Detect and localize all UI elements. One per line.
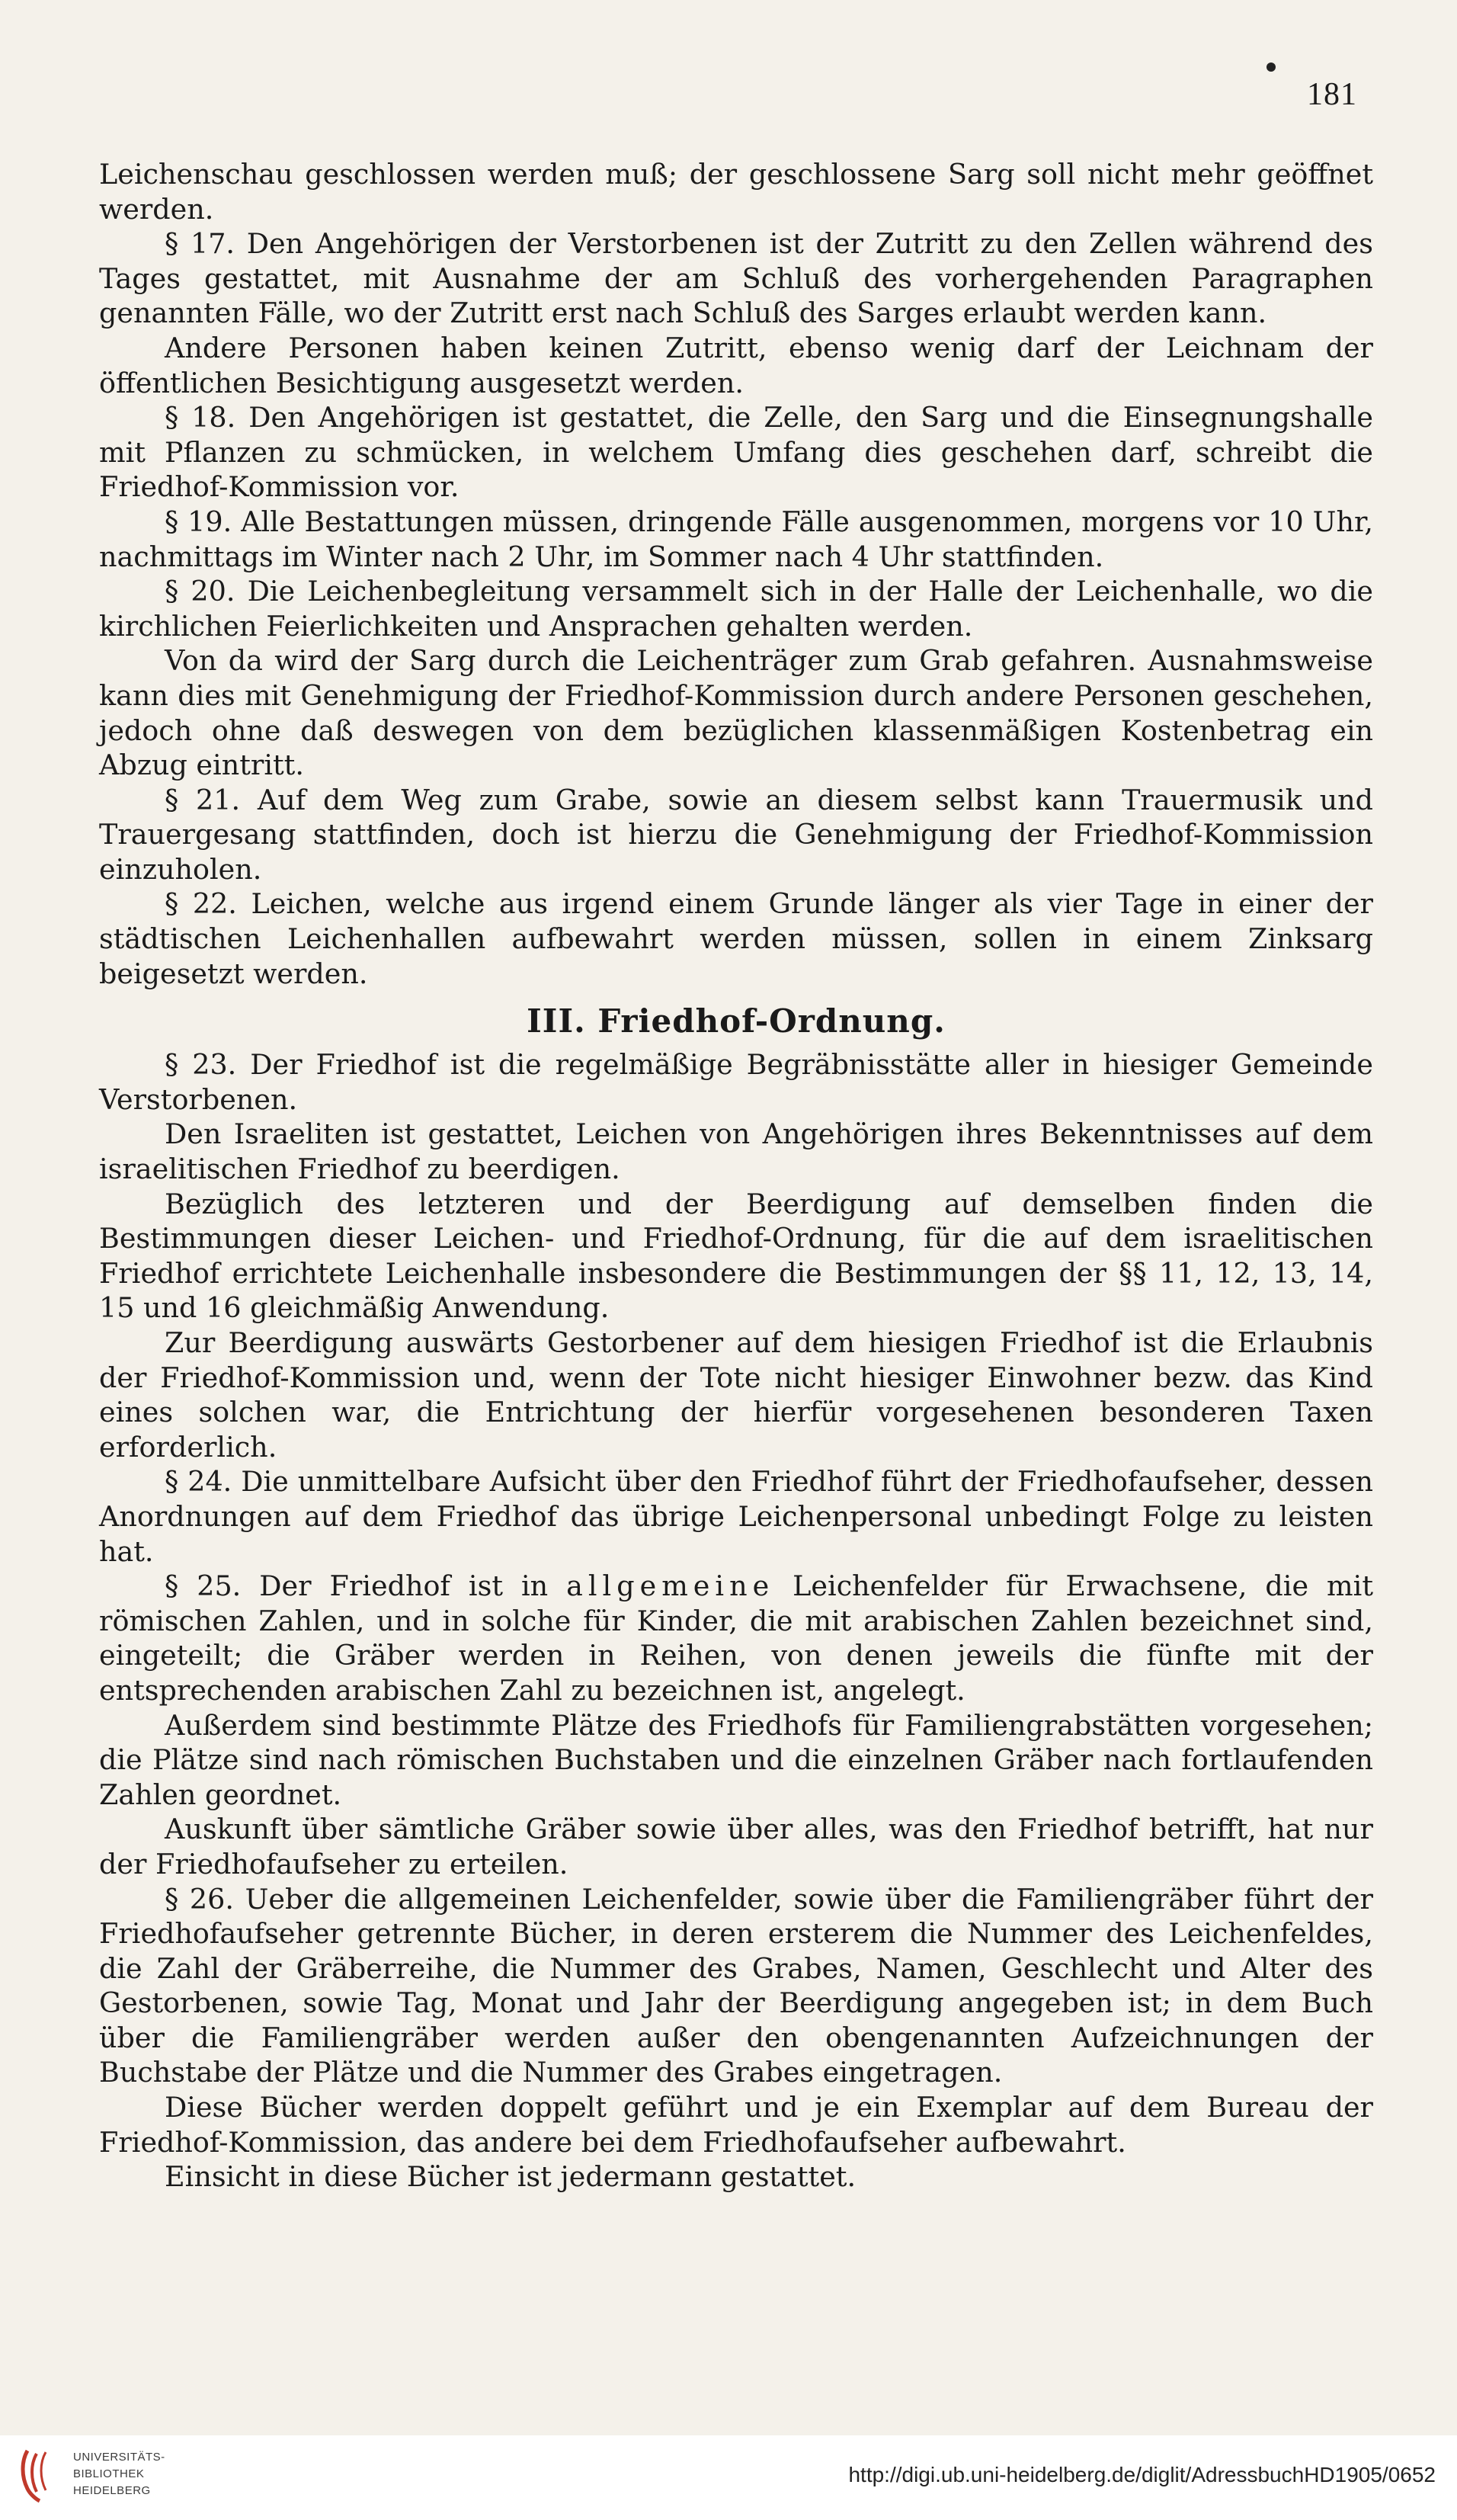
paragraph: Bezüglich des letzteren und der Beerdigung auf demselben finden die Bestimmungen dieser Leichen- und Friedhof-Ordnung, für die auf dem israelitischen Friedhof errichtete Leichenhalle insbesondere die Bestimmungen der §§ 11, 12, 13, 14, 15 und 16 gleichmäßig Anwendung. (99, 1187, 1373, 1325)
page-body (99, 157, 1373, 2195)
spaced-emphasis: allgemeine (566, 1569, 775, 1603)
paragraph: § 17. Den Angehörigen der Verstorbenen ist der Zutritt zu den Zellen während des Tages gestattet, mit Ausnahme der am Schluß des vorhergehenden Paragraphen genannten Fälle, wo der Zutritt erst nach Schluß des Sarges erlaubt werden kann. (99, 227, 1373, 330)
footer-bar (0, 2435, 1457, 2520)
paragraph: Auskunft über sämtliche Gräber sowie über alles, was den Friedhof betrifft, hat nur der Friedhofaufseher zu erteilen. (99, 1813, 1373, 1880)
library-name (73, 2449, 165, 2499)
paragraph: Zur Beerdigung auswärts Gestorbener auf dem hiesigen Friedhof ist die Erlaubnis der Friedhof-Kommission und, wenn der Tote nicht hiesiger Einwohner bezw. das Kind eines solchen war, die Entrichtung der hierfür vorgesehenen besonderen Taxen erforderlich. (99, 1326, 1373, 1464)
paragraph: Diese Bücher werden doppelt geführt und je ein Exemplar auf dem Bureau der Friedhof-Kommission, das andere bei dem Friedhofaufseher aufbewahrt. (99, 2091, 1373, 2159)
page-number: 181 (1307, 77, 1357, 112)
paragraph: Einsicht in diese Bücher ist jedermann gestattet. (165, 2160, 857, 2194)
paragraph: Von da wird der Sarg durch die Leichenträger zum Grab gefahren. Ausnahmsweise kann dies mit Genehmigung der Friedhof-Kommission durch andere Personen geschehen, jedoch ohne daß deswegen von dem bezüglichen klassenmäßigen Kostenbetrag ein Abzug eintritt. (99, 644, 1373, 782)
library-line-1: UNIVERSITÄTS- (73, 2451, 165, 2464)
page-mark (1266, 63, 1276, 72)
paragraph: § 23. Der Friedhof ist die regelmäßige Begräbnisstätte aller in hiesiger Gemeinde Verstorbenen. (99, 1048, 1373, 1116)
paragraph: § 21. Auf dem Weg zum Grabe, sowie an diesem selbst kann Trauermusik und Trauergesang stattfinden, doch ist hierzu die Genehmigung der Friedhof-Kommission einzuholen. (99, 783, 1373, 886)
paragraph: § 19. Alle Bestattungen müssen, dringende Fälle ausgenommen, morgens vor 10 Uhr, nachmittags im Winter nach 2 Uhr, im Sommer nach 4 Uhr stattfinden. (99, 505, 1373, 573)
paragraph: Leichenschau geschlossen werden muß; der geschlossene Sarg soll nicht mehr geöffnet werden. (99, 158, 1373, 226)
library-line-3: HEIDELBERG (73, 2484, 151, 2497)
paragraph-25-start: § 25. Der Friedhof ist in (165, 1569, 567, 1603)
paragraph: Außerdem sind bestimmte Plätze des Friedhofs für Familiengrabstätten vorgesehen; die Plätze sind nach römischen Buchstaben und die einzelnen Gräber nach fortlaufenden Zahlen geordnet. (99, 1708, 1373, 1811)
library-line-2: BIBLIOTHEK (73, 2467, 145, 2480)
paragraph: § 26. Ueber die allgemeinen Leichenfelder, sowie über die Familiengräber führt der Friedhofaufseher getrennte Bücher, in deren ersterem die Nummer des Leichenfeldes, die Zahl der Gräberreihe, die Nummer des Grabes, Namen, Geschlecht und Alter des Gestorbenen, sowie Tag, Monat und Jahr der Beerdigung angegeben ist; in dem Buch über die Familiengräber werden außer den obengenannten Aufzeichnungen der Buchstabe der Plätze und die Nummer des Grabes eingetragen. (99, 1882, 1373, 2089)
source-url-link[interactable]: http://digi.ub.uni-heidelberg.de/diglit/AdressbuchHD1905/0652 (848, 2463, 1436, 2486)
paragraph: § 24. Die unmittelbare Aufsicht über den Friedhof führt der Friedhofaufseher, dessen Anordnungen auf dem Friedhof das übrige Leichenpersonal unbedingt Folge zu leisten hat. (99, 1465, 1373, 1568)
paragraph: § 22. Leichen, welche aus irgend einem Grunde länger als vier Tage in einer der städtischen Leichenhallen aufbewahrt werden müssen, sollen in einem Zinksarg beigesetzt werden. (99, 887, 1373, 990)
paragraph: Den Israeliten ist gestattet, Leichen von Angehörigen ihres Bekenntnisses auf dem israelitischen Friedhof zu beerdigen. (99, 1117, 1373, 1186)
paragraph: Andere Personen haben keinen Zutritt, ebenso wenig darf der Leichnam der öffentlichen Besichtigung ausgesetzt werden. (99, 331, 1373, 399)
section-heading: III. Friedhof-Ordnung. (527, 1002, 946, 1040)
paragraph: § 20. Die Leichenbegleitung versammelt sich in der Halle der Leichenhalle, wo die kirchlichen Feierlichkeiten und Ansprachen gehalten werden. (99, 575, 1373, 643)
paragraph-25-end: Leichenfelder für Erwachsene, die mit römischen Zahlen, und in solche für Kinder, die mit arabischen Zahlen bezeichnet sind, eingeteilt; die Gräber werden in Reihen, von denen jeweils die fünfte mit der entsprechenden arabischen Zahl zu bezeichnen ist, angelegt. (99, 1569, 1373, 1707)
paragraph-25 (99, 1569, 1373, 1707)
paragraph: § 18. Den Angehörigen ist gestattet, die Zelle, den Sarg und die Einsegnungshalle mit Pflanzen zu schmücken, in welchem Umfang dies geschehen darf, schreibt die Friedhof-Kommission vor. (99, 401, 1373, 504)
library-logo-icon (17, 2446, 59, 2504)
